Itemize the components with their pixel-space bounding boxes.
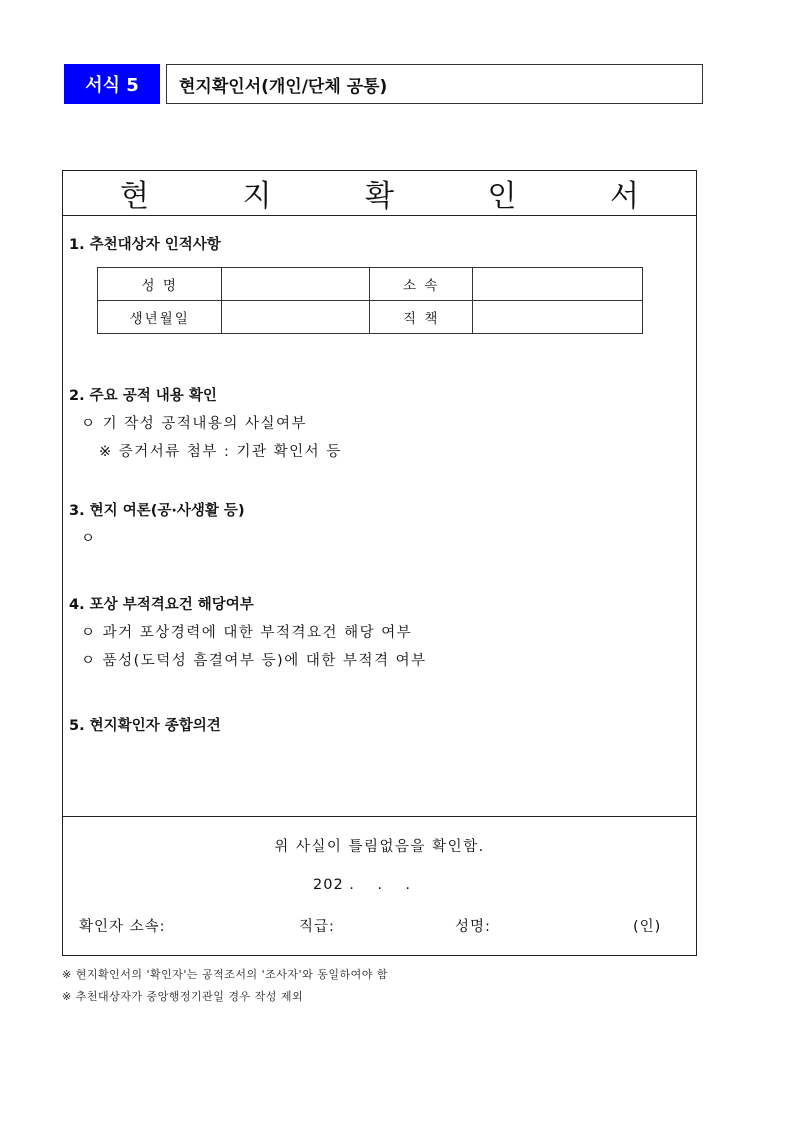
section4-heading: 4. 포상 부적격요건 해당여부 (69, 597, 254, 613)
footnote-2: ※ 추천대상자가 중앙행정기관일 경우 작성 제외 (62, 990, 304, 1003)
document-frame (62, 170, 697, 956)
divider (63, 816, 696, 817)
section4-item2: ㅇ 품성(도덕성 흠결여부 등)에 대한 부적격 여부 (81, 653, 427, 669)
personal-info-table (97, 267, 643, 334)
signer-rank-label: 직급: (299, 919, 335, 935)
table-row (98, 268, 643, 301)
affiliation-label: 소 속 (370, 268, 472, 301)
section2-heading: 2. 주요 공적 내용 확인 (69, 388, 217, 404)
seal-mark: (인) (633, 919, 662, 935)
signer-affiliation-label: 확인자 소속: (79, 919, 166, 935)
section4-item1: ㅇ 과거 포상경력에 대한 부적격요건 해당 여부 (81, 625, 413, 641)
section1-heading: 1. 추천대상자 인적사항 (69, 237, 221, 253)
section3-heading: 3. 현지 여론(공·사생활 등) (69, 503, 245, 519)
confirmation-statement: 위 사실이 틀림없음을 확인함. (274, 839, 485, 855)
section2-item: ㅇ 기 작성 공적내용의 사실여부 (81, 416, 308, 432)
footnote-1: ※ 현지확인서의 '확인자'는 공적조서의 '조사자'와 동일하여야 함 (62, 968, 388, 981)
birthdate-field[interactable] (222, 301, 370, 334)
date-field[interactable]: 202 . . . (313, 877, 411, 893)
section2-note: ※ 증거서류 첨부 : 기관 확인서 등 (99, 444, 342, 460)
form-title: 현지확인서(개인/단체 공통) (166, 64, 703, 104)
name-field[interactable] (222, 268, 370, 301)
position-label: 직 책 (370, 301, 472, 334)
affiliation-field[interactable] (472, 268, 642, 301)
name-label: 성 명 (98, 268, 222, 301)
position-field[interactable] (472, 301, 642, 334)
table-row (98, 301, 643, 334)
section3-item: ㅇ (81, 531, 97, 547)
birthdate-label: 생년월일 (98, 301, 222, 334)
signer-name-label: 성명: (455, 919, 491, 935)
document-title: 현 지 확 인 서 (63, 171, 696, 216)
section5-heading: 5. 현지확인자 종합의견 (69, 718, 221, 734)
form-number-badge: 서식 5 (64, 64, 160, 104)
